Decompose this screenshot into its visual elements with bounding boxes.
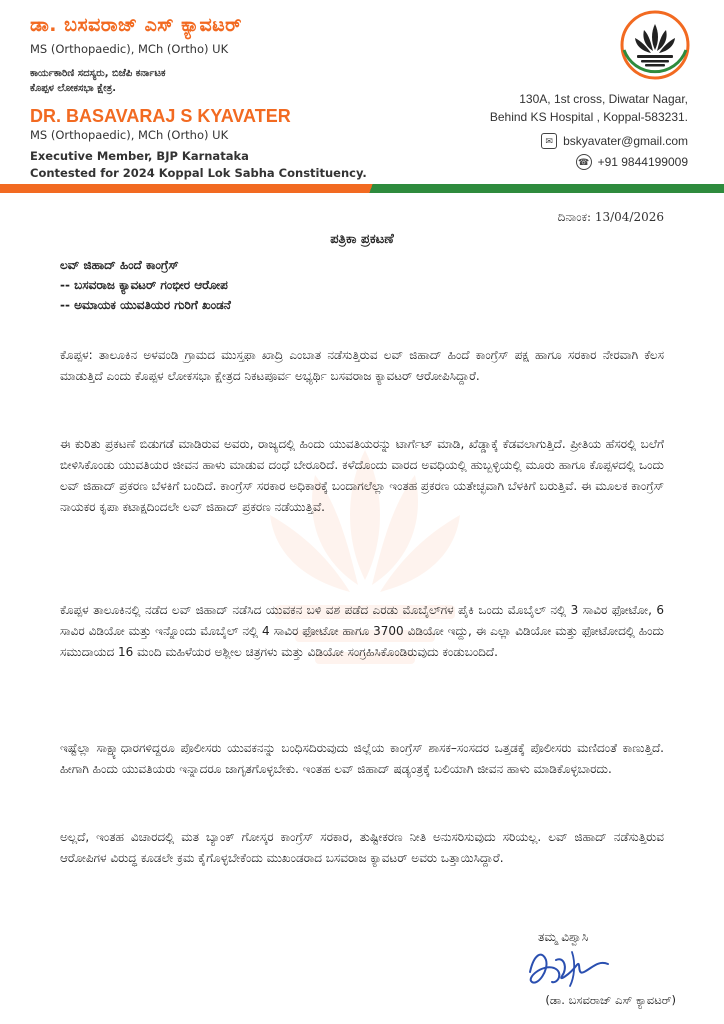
closing-salutation: ತಮ್ಮ ವಿಶ್ವಾಸಿ (538, 930, 589, 944)
body-paragraph-4: ಇಷ್ಟೆಲ್ಲಾ ಸಾಕ್ಷ್ಯಾಧಾರಗಳಿದ್ದರೂ ಪೊಲೀಸರು ಯುವಕನನ್ನು ಬಂಧಿಸದಿರುವುದು ಜಿಲ್ಲೆಯ ಕಾಂಗ್ರೆಸ್ ಶಾಸಕ–ಸಂಸದರ ಒತ್ತಡಕ್ಕೆ ಪೊಲೀಸರು ಮಣಿದಂತೆ ಕಾಣುತ್ತಿದೆ. ಹೀಗಾಗಿ ಹಿಂದು ಯುವತಿಯರು ಇನ್ನಾದರೂ ಜಾಗೃತಗೊಳ್ಳಬೇಕು. ಇಂತಹ ಲವ್ ಜಿಹಾದ್ ಷಡ್ಯಂತ್ರಕ್ಕೆ ಬಲಿಯಾಗಿ ಜೀವನ ಹಾಳು ಮಾಡಿಕೊಳ್ಳಬಾರದು. (60, 741, 664, 776)
envelope-icon: ✉ (541, 133, 557, 149)
press-release-heading: ಪತ್ರಿಕಾ ಪ್ರಕಟಣೆ (330, 232, 394, 247)
role-kannada-line1: ಕಾರ್ಯಕಾರಿಣಿ ಸದಸ್ಯರು, ಬಿಜೆಪಿ ಕರ್ನಾಟಕ (30, 68, 166, 79)
lotus-logo-icon (620, 10, 690, 80)
address-line1: 130A, 1st cross, Diwatar Nagar, (519, 92, 688, 106)
header-divider-green (372, 184, 724, 193)
header-divider-join (356, 184, 386, 193)
body-paragraph-1: ಕೊಪ್ಪಳ: ತಾಲೂಕಿನ ಅಳವಂಡಿ ಗ್ರಾಮದ ಮುಸ್ತಫಾ ಖಾದ್ರಿ ಎಂಬಾತ ನಡೆಸುತ್ತಿರುವ ಲವ್ ಜಿಹಾದ್ ಹಿಂದೆ ಕಾಂಗ್ರೆಸ್ ಪಕ್ಷ ಹಾಗೂ ಸರಕಾರ ನೇರವಾಗಿ ಕೆಲಸ ಮಾಡುತ್ತಿದೆ ಎಂದು ಕೊಪ್ಪಳ ಲೋಕಸಭಾ ಕ್ಷೇತ್ರದ ನಿಕಟಪೂರ್ವ ಅಭ್ಯರ್ಥಿ ಬಸವರಾಜ ಕ್ಯಾವಟರ್ ಆರೋಪಿಸಿದ್ದಾರೆ. (60, 348, 664, 383)
qualifications-line-2: MS (Orthopaedic), MCh (Ortho) UK (30, 128, 229, 142)
name-english: DR. BASAVARAJ S KYAVATER (30, 106, 291, 126)
signatory-name: (ಡಾ. ಬಸವರಾಜ್ ಎಸ್ ಕ್ಯಾವಟರ್) (545, 993, 676, 1007)
role-kannada-line2: ಕೊಪ್ಪಳ ಲೋಕಸಭಾ ಕ್ಷೇತ್ರ. (30, 83, 117, 94)
subheading-1: ಲವ್ ಜಿಹಾದ್ ಹಿಂದೆ ಕಾಂಗ್ರೆಸ್ (60, 258, 179, 272)
role-english-line2: Contested for 2024 Koppal Lok Sabha Constituency. (30, 166, 367, 180)
name-kannada: ಡಾ. ಬಸವರಾಜ್ ಎಸ್ ಕ್ಯಾವಟರ್ (30, 14, 242, 36)
body-paragraph-5: ಅಲ್ಲದೆ, ಇಂತಹ ವಿಚಾರದಲ್ಲಿ ಮತ ಬ್ಯಾಂಕ್ ಗೋಸ್ಕರ ಕಾಂಗ್ರೆಸ್ ಸರಕಾರ, ತುಷ್ಟೀಕರಣ ನೀತಿ ಅನುಸರಿಸುವುದು ಸರಿಯಲ್ಲ. ಲವ್ ಜಿಹಾದ್ ನಡೆಸುತ್ತಿರುವ ಆರೋಪಿಗಳ ವಿರುದ್ಧ ಕೂಡಲೇ ಕ್ರಮ ಕೈಗೊಳ್ಳಬೇಕೆಂದು ಮುಖಂಡರಾದ ಬಸವರಾಜ ಕ್ಯಾವಟರ್ ಅವರು ಒತ್ತಾಯಿಸಿದ್ದಾರೆ. (60, 830, 664, 865)
handwritten-signature (512, 942, 632, 992)
body-paragraph-2: ಈ ಕುರಿತು ಪ್ರಕಟಣೆ ಬಿಡುಗಡೆ ಮಾಡಿರುವ ಅವರು, ರಾಜ್ಯದಲ್ಲಿ ಹಿಂದು ಯುವತಿಯರನ್ನು ಟಾರ್ಗೆಟ್ ಮಾಡಿ, ಖೆಡ್ಡಾಕ್ಕೆ ಕೆಡವಲಾಗುತ್ತಿದೆ. ಪ್ರೀತಿಯ ಹೆಸರಲ್ಲಿ ಬಲೆಗೆ ಬೀಳಿಸಿಕೊಂಡು ಯುವತಿಯರ ಜೀವನ ಹಾಳು ಮಾಡುವ ದಂಧೆ ಬೇರೂರಿದೆ. ಕಳೆದೊಂದು ವಾರದ ಅವಧಿಯಲ್ಲಿ ಹುಬ್ಬಳ್ಳಿಯಲ್ಲಿ ಮೂರು ಹಾಗೂ ಕೊಪ್ಪಳದಲ್ಲಿ ಒಂದು ಲವ್ ಜಿಹಾದ್ ಪ್ರಕರಣ ಬೆಳಕಿಗೆ ಬಂದಿದೆ. ಕಾಂಗ್ರೆಸ್ ಸರಕಾರ ಅಧಿಕಾರಕ್ಕೆ ಬಂದಾಗಲೆಲ್ಲಾ ಇಂತಹ ಪ್ರಕರಣ ಯತೇಚ್ಛವಾಗಿ ಬೆಳಕಿಗೆ ಬರುತ್ತಿವೆ. ಈ ಮೂಲಕ ಕಾಂಗ್ರೆಸ್ ನಾಯಕರ ಕೃಪಾ ಕಟಾಕ್ಷದಿಂದಲೇ ಲವ್ ಜಿಹಾದ್ ಪ್ರಕರಣ ನಡೆಯುತ್ತಿವೆ. (60, 437, 664, 514)
email-text: bskyavater@gmail.com (563, 134, 688, 148)
email-contact (541, 133, 688, 149)
document-date: ದಿನಾಂಕ: 13/04/2026 (557, 210, 664, 224)
subheading-2: -- ಬಸವರಾಜ ಕ್ಯಾವಟರ್ ಗಂಭೀರ ಆರೋಪ (60, 278, 228, 292)
role-english (30, 148, 367, 182)
role-kannada (30, 66, 166, 96)
qualifications-line: MS (Orthopaedic), MCh (Ortho) UK (30, 42, 229, 56)
phone-contact (576, 154, 688, 170)
body-paragraph-3: ಕೊಪ್ಪಳ ತಾಲೂಕಿನಲ್ಲಿ ನಡೆದ ಲವ್ ಜಿಹಾದ್ ನಡೆಸಿದ ಯುವಕನ ಬಳಿ ವಶ ಪಡೆದ ಎರಡು ಮೊಬೈಲ್‌ಗಳ ಪೈಕಿ ಒಂದು ಮೊಬೈಲ್ ನಲ್ಲಿ 3 ಸಾವಿರ ಫೋಟೋ, 6 ಸಾವಿರ ವಿಡಿಯೋ ಮತ್ತು ಇನ್ನೊಂದು ಮೊಬೈಲ್ ನಲ್ಲಿ 4 ಸಾವಿರ ಫೋಟೋ ಹಾಗೂ 3700 ವಿಡಿಯೋ ಇದ್ದು, ಈ ಎಲ್ಲಾ ವಿಡಿಯೋ ಮತ್ತು ಫೋಟೋದಲ್ಲಿ ಹಿಂದು ಸಮುದಾಯದ 16 ಮಂದಿ ಮಹಿಳೆಯರ ಅಶ್ಲೀಲ ಚಿತ್ರಗಳು ಮತ್ತು ವಿಡಿಯೋ ಸಂಗ್ರಹಿಸಿಕೊಂಡಿರುವುದು ಕಂಡುಬಂದಿದೆ. (60, 603, 664, 659)
subheading-3: -- ಅಮಾಯಕ ಯುವತಿಯರ ಗುರಿಗೆ ಖಂಡನೆ (60, 298, 231, 312)
address-line2: Behind KS Hospital , Koppal-583231. (489, 110, 688, 124)
phone-icon: ☎ (576, 154, 592, 170)
role-english-line1: Executive Member, BJP Karnataka (30, 149, 249, 163)
header-divider-orange (0, 184, 372, 193)
address (490, 90, 688, 126)
phone-text: +91 9844199009 (597, 155, 688, 169)
